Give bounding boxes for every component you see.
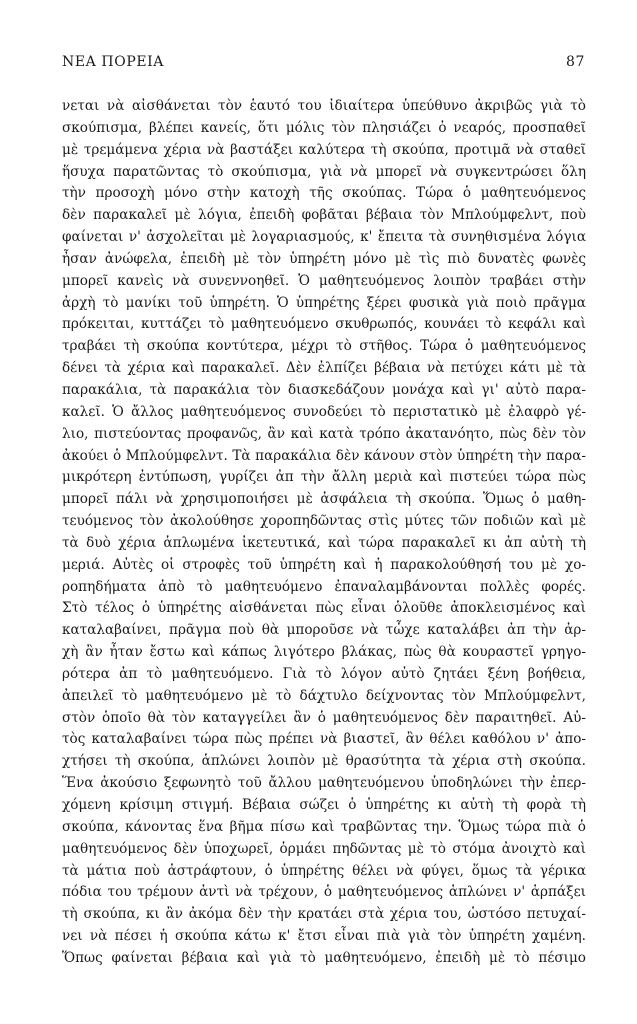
text-line: Ὅπως φαίνεται βέβαια καὶ γιὰ τὸ μαθητευόμενο, ἐπειδὴ μὲ τὸ πέσιμο [62, 949, 586, 966]
journal-title: ΝΕΑ ΠΟΡΕΙΑ [62, 54, 164, 70]
text-line: ρότερα ἀπ τὸ μαθητευόμενο. Γιὰ τὸ λόγον αὐτὸ ζητάει ξένη βοήθεια, [62, 665, 586, 682]
text-line: λιο, πιστεύοντας προφανῶς, ἂν καὶ κατὰ τρόπο ἀκατανόητο, πὼς δὲν τὸν [62, 425, 586, 442]
text-line: δένει τὰ χέρια καὶ παρακαλεῖ. Δὲν ἐλπίζει βέβαια νὰ πετύχει κάτι μὲ τὰ [62, 360, 586, 377]
text-line: ροπηδήματα ἀπὸ τὸ μαθητευόμενο ἐπαναλαμβάνονται πολλὲς φορές. [62, 578, 586, 595]
page-number: 87 [565, 54, 585, 70]
text-line: τευόμενος τὸν ἀκολούθησε χοροπηδῶντας στὶς μύτες τῶν ποδιῶν καὶ μὲ [62, 513, 586, 530]
text-line: χὴ ἂν ἦταν ἔστω καὶ κάπως λιγότερο βλάκας, πὼς θὰ κουραστεῖ γρηγο- [62, 644, 586, 661]
text-line: τὰ μάτια ποὺ ἀστράφτουν, ὁ ὑπηρέτης θέλει νὰ φύγει, ὅμως τὰ γέρικα [62, 862, 586, 879]
text-line: καταλαβαίνει, πρᾶγμα ποὺ θὰ μποροῦσε νὰ τὧχε καταλάβει ἀπ τὴν ἀρ- [62, 622, 586, 639]
text-line: νει νὰ πέσει ἡ σκούπα κάτω κ' ἔτσι εἶναι πιὰ γιὰ τὸν ὑπηρέτη χαμένη. [62, 928, 586, 945]
text-line: σκούπισμα, βλέπει κανείς, ὅτι μόλις τὸν πλησιάζει ὁ νεαρός, προσπαθεῖ [62, 119, 586, 136]
text-line: Στὸ τέλος ὁ ὑπηρέτης αἰσθάνεται πὼς εἶναι ὁλοῦθε ἀποκλεισμένος καὶ [62, 600, 586, 617]
text-line: νεται νὰ αἰσθάνεται τὸν ἑαυτό του ἰδιαίτερα ὑπεύθυνο ἀκριβῶς γιὰ τὸ [62, 98, 586, 114]
text-line: στὸν ὁποῖο θὰ τὸν καταγγείλει ἂν ὁ μαθητευόμενος δὲν παραιτηθεῖ. Αὐ- [62, 709, 586, 726]
text-line: τὸς καταλαβαίνει τώρα πὼς πρέπει νὰ βιαστεῖ, ἂν θέλει καθόλου ν' ἀπο- [62, 731, 586, 748]
text-line: Ἕνα ἀκούσιο ξεφωνητὸ τοῦ ἄλλου μαθητευόμενου ὑποδηλώνει τὴν ἐπερ- [62, 775, 586, 792]
text-line: τὴν προσοχὴ μόνο στὴν κατοχὴ τῆς σκούπας. Τώρα ὁ μαθητευόμενος [62, 185, 586, 202]
text-line: φαίνεται ν' ἀσχολεῖται μὲ λογαριασμούς, κ' ἔπειτα τὰ συνηθισμένα λόγια [62, 229, 586, 246]
text-line: τὴ σκούπα, κι ἂν ἀκόμα δὲν τὴν κρατάει στὰ χέρια του, ὡστόσο πετυχαί- [62, 906, 586, 923]
text-line: μικρότερη ἐντύπωση, γυρίζει ἀπ τὴν ἄλλη μεριὰ καὶ πιστεύει τώρα πὼς [62, 469, 586, 486]
text-line: μαθητευόμενος δὲν ὑποχωρεῖ, ὁρμάει πηδῶντας μὲ τὸ στόμα ἀνοιχτὸ καὶ [62, 840, 586, 857]
text-line: μεριά. Αὐτὲς οἱ στροφὲς τοῦ ὑπηρέτη καὶ ἡ παρακολούθησή του μὲ χο- [62, 556, 586, 573]
text-line: ἥσυχα παρατῶντας τὸ σκούπισμα, γιὰ νὰ μπορεῖ νὰ συγκεντρώσει ὅλη [62, 163, 586, 180]
text-line: ἀπειλεῖ τὸ μαθητευόμενο μὲ τὸ δάχτυλο δείχνοντας τὸν Μπλούμφελντ, [62, 687, 586, 704]
text-line: δὲν παρακαλεῖ μὲ λόγια, ἐπειδὴ φοβᾶται βέβαια τὸν Μπλούμφελντ, ποὺ [62, 207, 586, 224]
text-line: ἀκούει ὁ Μπλούμφελντ. Τὰ παρακάλια δὲν κάνουν στὸν ὑπηρέτη τὴν παρα- [62, 447, 586, 464]
text-line: καλεῖ. Ὁ ἄλλος μαθητευόμενος συνοδεύει τὸ περιστατικὸ μὲ ἐλαφρὸ γέ- [62, 403, 586, 420]
text-line: ἀρχὴ τὸ μανίκι τοῦ ὑπηρέτη. Ὁ ὑπηρέτης ξέρει φυσικὰ γιὰ ποιὸ πρᾶγμα [62, 294, 586, 311]
text-line: πρόκειται, κυττάζει τὸ μαθητευόμενο σκυθρωπός, κουνάει τὸ κεφάλι καὶ [62, 316, 586, 333]
text-line: ἦσαν ἀνώφελα, ἐπειδὴ μὲ τὸν ὑπηρέτη μόνο μὲ τὶς πιὸ δυνατὲς φωνὲς [62, 250, 586, 267]
text-line: τὰ δυὸ χέρια ἁπλωμένα ἱκετευτικά, καὶ τώρα παρακαλεῖ κι ἀπ αὐτὴ τὴ [62, 534, 586, 551]
text-line: μπορεῖ κανεὶς νὰ συνεννοηθεῖ. Ὁ μαθητευόμενος λοιπὸν τραβάει στὴν [62, 272, 586, 289]
text-line: τραβάει τὴ σκούπα κοντύτερα, μέχρι τὸ στῆθος. Τώρα ὁ μαθητευόμενος [62, 338, 586, 355]
text-line: πόδια του τρέμουν ἀντὶ νὰ τρέχουν, ὁ μαθητευόμενος ἁπλώνει ν' ἁρπάξει [62, 884, 586, 901]
text-line: σκούπα, κάνοντας ἕνα βῆμα πίσω καὶ τραβῶντας την. Ὅμως τώρα πιὰ ὁ [62, 818, 586, 835]
body-text [62, 96, 586, 970]
text-line: μὲ τρεμάμενα χέρια νὰ βαστάξει καλύτερα τὴ σκούπα, προτιμᾶ νὰ σταθεῖ [62, 141, 586, 158]
text-line: χτήσει τὴ σκούπα, ἁπλώνει λοιπὸν μὲ θρασύτητα τὰ χέρια στὴ σκούπα. [62, 753, 586, 770]
text-line: μπορεῖ πάλι νὰ χρησιμοποιήσει μὲ ἀσφάλεια τὴ σκούπα. Ὅμως ὁ μαθη- [62, 491, 586, 508]
running-head [62, 54, 585, 74]
text-line: χόμενη κρίσιμη στιγμή. Βέβαια σώζει ὁ ὑπηρέτης κι αὐτὴ τὴ φορὰ τὴ [62, 797, 586, 813]
text-line: παρακάλια, τὰ παρακάλια τὸν διασκεδάζουν μονάχα καὶ γι' αὐτὸ παρα- [62, 381, 586, 398]
